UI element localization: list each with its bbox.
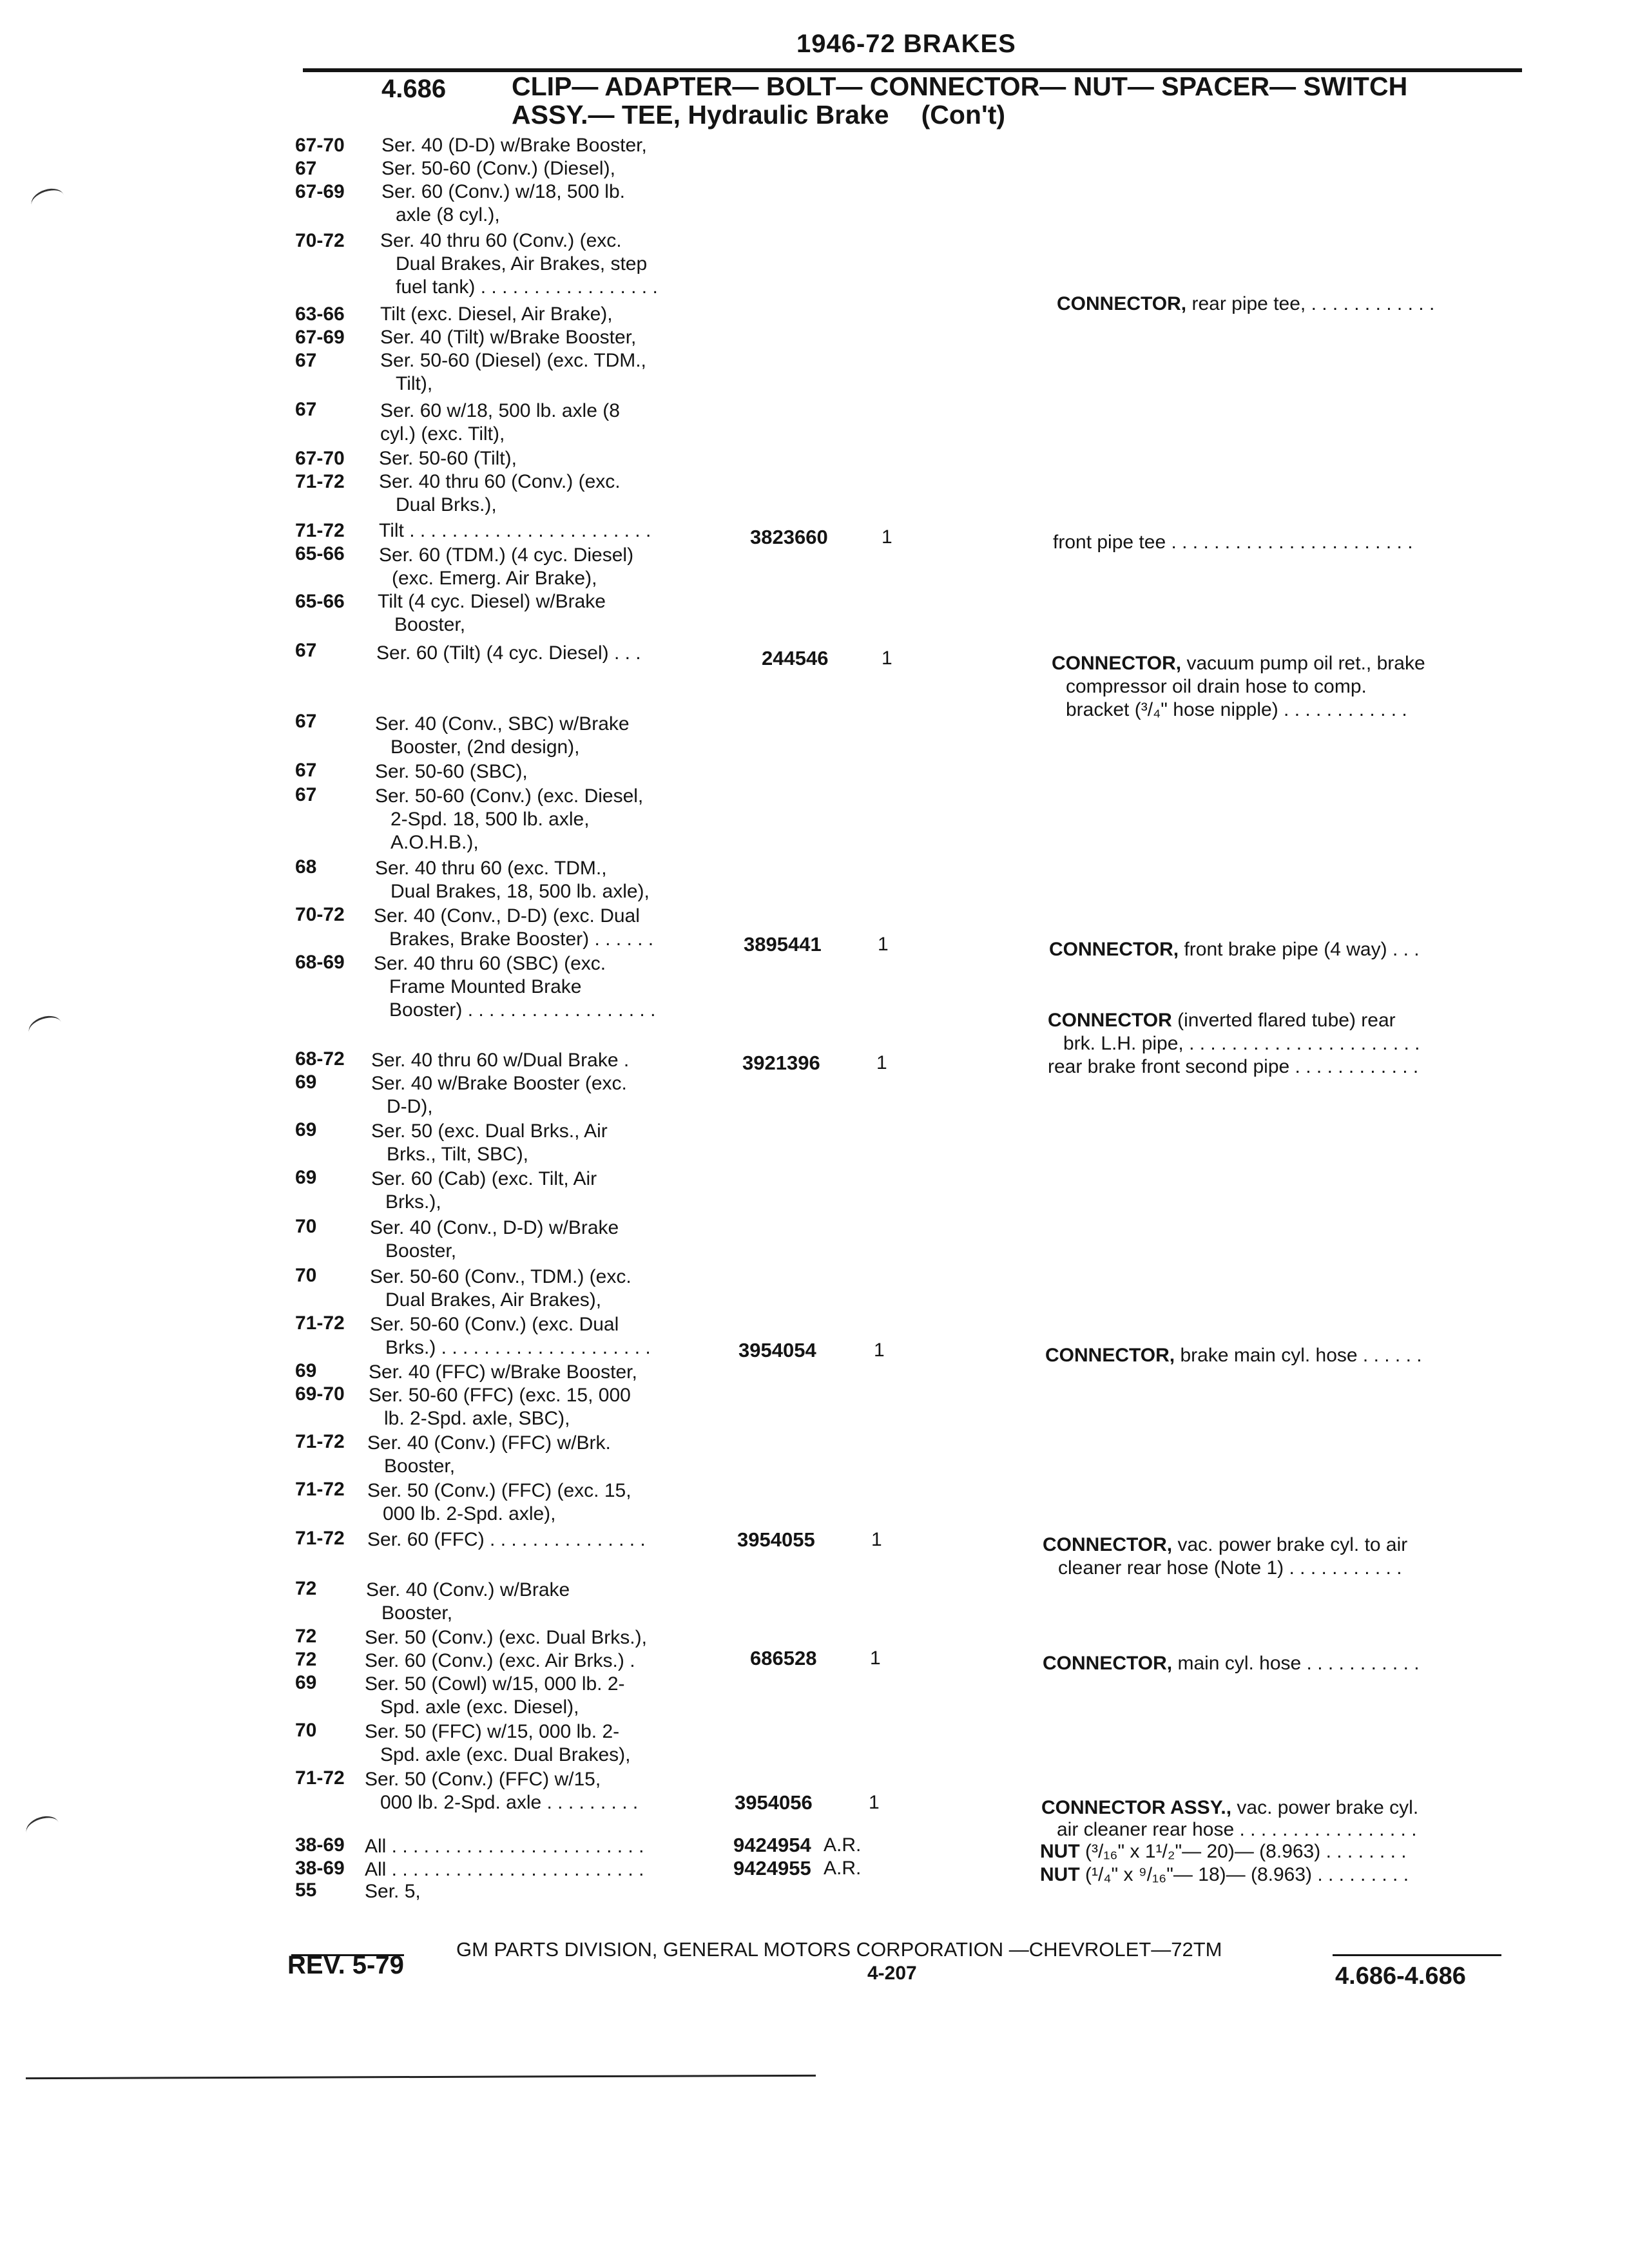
entry-year: 72 — [295, 1626, 317, 1647]
description-text: compressor oil drain hose to comp. — [1066, 676, 1367, 697]
footer-rule-right — [1333, 1954, 1501, 1956]
entry-year: 70-72 — [295, 230, 345, 251]
description-text: bracket (³/₄" hose nipple) . . . . . . . . . . . . — [1066, 699, 1407, 720]
entry-year: 68-69 — [295, 952, 345, 973]
entry-text: (exc. Emerg. Air Brake), — [392, 568, 597, 589]
part-number: 3954054 — [738, 1339, 816, 1361]
entry-text: Ser. 40 thru 60 (SBC) (exc. — [374, 953, 606, 974]
entry-text: Ser. 60 (Conv.) (exc. Air Brks.) . — [365, 1650, 635, 1671]
entry-year: 70 — [295, 1720, 317, 1741]
entry-year: 67 — [295, 640, 317, 661]
part-description — [1057, 1818, 1417, 1841]
description-text: rear brake front second pipe . . . . . . . . . . . . — [1048, 1056, 1419, 1077]
entry-year: 68-72 — [295, 1048, 345, 1070]
section-title-line2: ASSY.— TEE, Hydraulic Brake — [512, 100, 889, 130]
section-title — [512, 72, 1556, 129]
part-number: 3823660 — [750, 526, 828, 548]
entry-text: All . . . . . . . . . . . . . . . . . . . . . . . . — [365, 1836, 644, 1857]
entry-year: 69 — [295, 1672, 317, 1693]
section-number: 4.686 — [381, 75, 447, 103]
description-text: cleaner rear hose (Note 1) . . . . . . . . . . . — [1058, 1557, 1402, 1579]
entry-year: 70-72 — [295, 904, 345, 925]
description-text: main cyl. hose . . . . . . . . . . . — [1172, 1653, 1420, 1674]
part-description — [1066, 698, 1407, 722]
entry-year: 71-72 — [295, 471, 345, 492]
entry-text: Booster, (2nd design), — [390, 736, 580, 758]
entry-text: Ser. 60 (Conv.) w/18, 500 lb. — [381, 181, 625, 202]
part-description — [1041, 1796, 1418, 1820]
entry-text: Ser. 50-60 (Conv.) (Diesel), — [381, 158, 615, 179]
part-number: 3921396 — [742, 1052, 820, 1074]
entry-year: 72 — [295, 1649, 317, 1670]
entry-text: Ser. 40 (FFC) w/Brake Booster, — [369, 1361, 637, 1383]
entry-year: 55 — [295, 1879, 317, 1901]
entry-year: 38-69 — [295, 1858, 345, 1879]
entry-text: Tilt . . . . . . . . . . . . . . . . . . . . . . . — [379, 520, 651, 541]
description-text: brk. L.H. pipe, . . . . . . . . . . . . . . . . . . . . . . — [1063, 1033, 1420, 1054]
entry-year: 69 — [295, 1072, 317, 1093]
description-text: front pipe tee . . . . . . . . . . . . . . . . . . . . . . . — [1053, 532, 1413, 553]
description-bold: NUT — [1040, 1864, 1080, 1885]
entry-year: 67-69 — [295, 181, 345, 202]
entry-year: 71-72 — [295, 1767, 345, 1789]
description-text: rear pipe tee, . . . . . . . . . . . . — [1186, 293, 1435, 314]
entry-year: 67 — [295, 784, 317, 805]
description-text: front brake pipe (4 way) . . . — [1179, 939, 1420, 960]
entry-text: Ser. 50 (exc. Dual Brks., Air — [371, 1120, 608, 1142]
entry-text: D-D), — [387, 1096, 433, 1117]
entry-text: 000 lb. 2-Spd. axle), — [383, 1503, 556, 1524]
entry-text: Booster) . . . . . . . . . . . . . . . . . . — [389, 999, 656, 1021]
section-title-line1: CLIP— ADAPTER— BOLT— CONNECTOR— NUT— SPACER— SWITCH — [512, 72, 1408, 101]
part-qty: 1 — [874, 1340, 885, 1361]
entry-text: Ser. 50-60 (FFC) (exc. 15, 000 — [369, 1385, 631, 1406]
footer-page-number: 4-207 — [867, 1963, 917, 1984]
entry-year: 70 — [295, 1265, 317, 1286]
part-number: 3954056 — [735, 1791, 813, 1814]
entry-year: 65-66 — [295, 591, 345, 612]
part-description — [1048, 1009, 1396, 1032]
entry-text: Booster, — [384, 1456, 456, 1477]
entry-text: fuel tank) . . . . . . . . . . . . . . . . . — [396, 276, 658, 298]
entry-text: Ser. 40 thru 60 (Conv.) (exc. — [379, 471, 621, 492]
entry-text: Ser. 40 (D-D) w/Brake Booster, — [381, 135, 647, 156]
part-number: 9424954 — [733, 1834, 811, 1856]
description-text: vac. power brake cyl. — [1231, 1797, 1419, 1818]
entry-text: Brks., Tilt, SBC), — [387, 1144, 529, 1165]
footer-section-range: 4.686-4.686 — [1335, 1963, 1466, 1990]
part-description — [1058, 1557, 1402, 1580]
entry-year: 67-70 — [295, 448, 345, 469]
entry-text: Ser. 60 (Tilt) (4 cyc. Diesel) . . . — [376, 642, 641, 664]
footer-publisher: GM PARTS DIVISION, GENERAL MOTORS CORPORATION —CHEVROLET—72TM — [456, 1938, 1222, 1961]
entry-text: Brks.) . . . . . . . . . . . . . . . . . . . . — [385, 1337, 651, 1358]
entry-text: Ser. 50-60 (Conv.) (exc. Dual — [370, 1314, 619, 1335]
description-bold: CONNECTOR, — [1043, 1534, 1173, 1555]
description-text: vac. power brake cyl. to air — [1172, 1534, 1408, 1555]
entry-year: 67-69 — [295, 327, 345, 348]
part-number: 3895441 — [744, 933, 822, 956]
entry-text: Ser. 40 (Conv.) (FFC) w/Brk. — [367, 1432, 611, 1454]
entry-year: 67 — [295, 158, 317, 179]
entry-text: Booster, — [394, 614, 466, 635]
entry-text: Ser. 40 (Conv., SBC) w/Brake — [375, 713, 630, 735]
description-text: air cleaner rear hose . . . . . . . . . . . . . . . . . — [1057, 1819, 1417, 1840]
entry-text: Ser. 50-60 (SBC), — [375, 761, 528, 782]
entry-text: Dual Brks.), — [396, 494, 497, 515]
entry-year: 68 — [295, 856, 317, 878]
entry-text: Ser. 60 (FFC) . . . . . . . . . . . . . . . — [367, 1529, 646, 1550]
entry-year: 70 — [295, 1216, 317, 1237]
entry-text: A.O.H.B.), — [390, 832, 479, 853]
entry-year: 71-72 — [295, 1431, 345, 1452]
entry-text: Ser. 40 (Tilt) w/Brake Booster, — [380, 327, 637, 348]
scan-bottom-rule — [26, 2075, 816, 2079]
entry-text: Ser. 5, — [365, 1881, 421, 1902]
entry-text: Tilt), — [396, 373, 433, 394]
entry-text: Ser. 60 (Cab) (exc. Tilt, Air — [371, 1168, 597, 1189]
part-description — [1053, 531, 1413, 554]
entry-text: Spd. axle (exc. Diesel), — [380, 1696, 579, 1718]
entry-year: 67 — [295, 760, 317, 781]
entry-year: 72 — [295, 1578, 317, 1599]
part-qty: 1 — [878, 934, 889, 955]
entry-text: Frame Mounted Brake — [389, 976, 582, 997]
description-text: brake main cyl. hose . . . . . . — [1175, 1345, 1422, 1366]
entry-text: Ser. 50-60 (Conv.) (exc. Diesel, — [375, 785, 644, 807]
entry-text: Tilt (4 cyc. Diesel) w/Brake — [378, 591, 606, 612]
description-bold: CONNECTOR, — [1043, 1653, 1173, 1674]
part-description — [1043, 1652, 1420, 1675]
entry-year: 63-66 — [295, 303, 345, 325]
entry-text: Ser. 40 w/Brake Booster (exc. — [371, 1073, 627, 1094]
entry-text: All . . . . . . . . . . . . . . . . . . . . . . . . — [365, 1859, 644, 1880]
part-description — [1063, 1032, 1420, 1055]
entry-text: Booster, — [385, 1240, 457, 1262]
entry-text: Ser. 50-60 (Diesel) (exc. TDM., — [380, 350, 646, 371]
binder-mark — [23, 1812, 62, 1843]
part-qty: A.R. — [824, 1858, 862, 1879]
entry-text: Brks.), — [385, 1191, 441, 1213]
description-bold: CONNECTOR, — [1052, 653, 1182, 674]
section-contd: (Con't) — [921, 100, 1006, 130]
entry-year: 69 — [295, 1360, 317, 1381]
entry-text: Ser. 50 (Conv.) (exc. Dual Brks.), — [365, 1627, 647, 1648]
footer-revision: REV. 5-79 — [287, 1951, 404, 1979]
entry-text: 000 lb. 2-Spd. axle . . . . . . . . . — [380, 1792, 639, 1813]
entry-text: Ser. 50-60 (Tilt), — [379, 448, 517, 469]
entry-text: cyl.) (exc. Tilt), — [380, 423, 505, 445]
entry-text: lb. 2-Spd. axle, SBC), — [384, 1408, 570, 1429]
entry-text: Ser. 40 thru 60 (exc. TDM., — [375, 858, 607, 879]
part-description — [1057, 293, 1434, 316]
entry-text: Tilt (exc. Diesel, Air Brake), — [380, 303, 613, 325]
entry-text: Ser. 60 w/18, 500 lb. axle (8 — [380, 400, 620, 421]
part-description — [1066, 675, 1367, 698]
binder-mark — [26, 1012, 64, 1043]
entry-year: 67-70 — [295, 135, 345, 156]
page-header-title: 1946-72 BRAKES — [796, 30, 1016, 58]
entry-year: 65-66 — [295, 543, 345, 564]
entry-year: 69 — [295, 1167, 317, 1188]
entry-year: 67 — [295, 350, 317, 371]
description-text: (³/₁₆" x 1¹/₂"— 20)— (8.963) . . . . . . . . — [1079, 1841, 1407, 1862]
description-text: (¹/₄" x ⁹/₁₆"— 18)— (8.963) . . . . . . . . . — [1079, 1864, 1409, 1885]
entry-year: 71-72 — [295, 520, 345, 541]
part-number: 244546 — [762, 647, 829, 669]
part-qty: 1 — [869, 1792, 880, 1813]
binder-mark — [28, 185, 67, 215]
description-bold: CONNECTOR, — [1049, 939, 1179, 960]
part-description — [1049, 938, 1420, 961]
part-description — [1045, 1344, 1422, 1367]
entry-text: Ser. 40 thru 60 (Conv.) (exc. — [380, 230, 622, 251]
part-description — [1040, 1863, 1409, 1887]
entry-text: Dual Brakes, Air Brakes), — [385, 1289, 602, 1311]
entry-text: Ser. 40 (Conv., D-D) w/Brake — [370, 1217, 619, 1238]
entry-text: Ser. 40 (Conv., D-D) (exc. Dual — [374, 905, 640, 927]
part-number: 9424955 — [733, 1857, 811, 1879]
entry-year: 67 — [295, 711, 317, 732]
part-qty: 1 — [882, 526, 892, 548]
part-qty: 1 — [871, 1529, 882, 1550]
part-qty: 1 — [876, 1052, 887, 1073]
entry-text: Dual Brakes, 18, 500 lb. axle), — [390, 881, 650, 902]
entry-text: Brakes, Brake Booster) . . . . . . — [389, 928, 654, 950]
description-text: (inverted flared tube) rear — [1171, 1010, 1396, 1031]
entry-year: 69 — [295, 1119, 317, 1140]
part-description — [1048, 1055, 1418, 1079]
description-text: vacuum pump oil ret., brake — [1181, 653, 1425, 674]
entry-year: 71-72 — [295, 1528, 345, 1549]
entry-text: Ser. 50 (Cowl) w/15, 000 lb. 2- — [365, 1673, 625, 1695]
part-qty: 1 — [882, 648, 892, 669]
part-number: 686528 — [750, 1647, 817, 1669]
entry-text: Dual Brakes, Air Brakes, step — [396, 253, 648, 274]
entry-text: Ser. 50 (Conv.) (FFC) (exc. 15, — [367, 1480, 631, 1501]
part-qty: A.R. — [824, 1834, 862, 1856]
entry-text: Ser. 40 (Conv.) w/Brake — [366, 1579, 570, 1600]
entry-year: 67 — [295, 399, 317, 420]
entry-text: Ser. 50-60 (Conv., TDM.) (exc. — [370, 1266, 631, 1287]
part-number: 3954055 — [737, 1528, 815, 1551]
description-bold: CONNECTOR ASSY., — [1041, 1797, 1232, 1818]
entry-year: 38-69 — [295, 1834, 345, 1856]
part-qty: 1 — [870, 1648, 881, 1669]
part-description — [1040, 1840, 1407, 1863]
entry-year: 69-70 — [295, 1383, 345, 1405]
description-bold: CONNECTOR, — [1045, 1345, 1175, 1366]
section-title-line2-wrap — [512, 101, 1556, 129]
entry-text: 2-Spd. 18, 500 lb. axle, — [390, 809, 590, 830]
entry-text: Booster, — [381, 1602, 453, 1624]
description-bold: CONNECTOR, — [1057, 293, 1187, 314]
description-bold: NUT — [1040, 1841, 1080, 1862]
entry-text: Spd. axle (exc. Dual Brakes), — [380, 1744, 631, 1765]
entry-year: 71-72 — [295, 1479, 345, 1500]
entry-text: Ser. 40 thru 60 w/Dual Brake . — [371, 1050, 630, 1071]
description-bold: CONNECTOR — [1048, 1010, 1172, 1031]
entry-year: 71-72 — [295, 1312, 345, 1334]
entry-text: axle (8 cyl.), — [396, 204, 500, 226]
part-description — [1052, 652, 1425, 675]
entry-text: Ser. 60 (TDM.) (4 cyc. Diesel) — [379, 544, 634, 566]
part-description — [1043, 1533, 1407, 1557]
entry-text: Ser. 50 (Conv.) (FFC) w/15, — [365, 1769, 601, 1790]
entry-text: Ser. 50 (FFC) w/15, 000 lb. 2- — [365, 1721, 620, 1742]
